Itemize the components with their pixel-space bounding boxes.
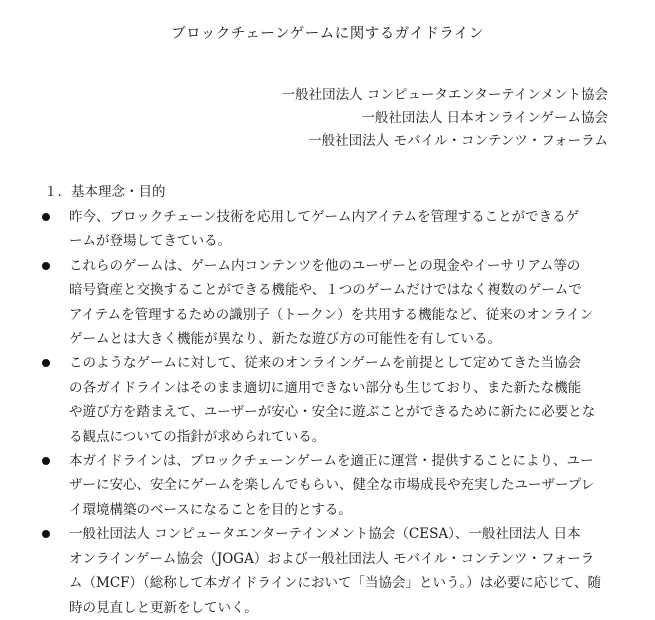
bullet-item xyxy=(40,254,615,352)
bullet-dot-icon xyxy=(42,213,50,221)
bullet-line: 昨今、ブロックチェーン技術を応用してゲーム内アイテムを管理することができるゲ xyxy=(69,209,580,225)
bullet-item xyxy=(40,351,615,449)
bullet-line: イ環境構築のベースになることを目的とする。 xyxy=(69,501,352,518)
bullet-line: 一般社団法人 コンピュータエンターテインメント協会（CESA）、一般社団法人 日本 xyxy=(69,526,581,543)
bullet-dot-icon xyxy=(42,262,50,270)
bullet-dot-icon xyxy=(42,359,50,367)
author-mcf: 一般社団法人 モバイル・コンテンツ・フォーラム xyxy=(308,133,608,149)
author-cesa: 一般社団法人 コンピュータエンターテインメント協会 xyxy=(281,87,608,103)
bullet-line: ム（MCF）（総称して本ガイドラインにおいて「当協会」という。）は必要に応じて、随 xyxy=(69,575,601,592)
bullet-line: 本ガイドラインは、ブロックチェーンゲームを適正に運営・提供することにより、ユー xyxy=(69,453,594,470)
bullet-line: 暗号資産と交換することができる機能や、１つのゲームだけではなく複数のゲームで xyxy=(69,282,582,299)
bullet-item xyxy=(40,205,615,254)
author-joga: 一般社団法人 日本オンラインゲーム協会 xyxy=(361,110,608,126)
bullet-dot-icon xyxy=(42,530,50,538)
bullet-line: の各ガイドラインはそのまま適切に適用できない部分も生じており、また新たな機能 xyxy=(69,379,582,396)
author-block xyxy=(282,84,608,153)
bullet-line: このようなゲームに対して、従来のオンラインゲームを前提として定めてきた当協会 xyxy=(69,355,582,372)
bullet-line: オンラインゲーム協会（JOGA）および一般社団法人 モバイル・コンテンツ・フォーラ xyxy=(69,550,595,567)
bullet-list xyxy=(40,205,615,620)
bullet-dot-icon xyxy=(42,457,50,465)
bullet-item xyxy=(40,449,615,522)
bullet-line: 時の見直しと更新をしていく。 xyxy=(69,599,258,616)
document-title: ブロックチェーンゲームに関するガイドライン xyxy=(171,26,484,42)
bullet-line: アイテムを管理するための識別子（トークン）を共用する機能など、従来のオンライン xyxy=(69,306,594,323)
bullet-line: る観点についての指針が求められている。 xyxy=(69,428,326,445)
bullet-line: や遊び方を踏まえて、ユーザーが安心・安全に遊ぶことができるために新たに必要とな xyxy=(69,404,596,421)
bullet-line: ゲームとは大きく機能が異なり、新たな遊び方の可能性を有している。 xyxy=(69,331,501,348)
bullet-item xyxy=(40,522,615,620)
bullet-line: ームが登場してきている。 xyxy=(69,233,231,250)
bullet-line: これらのゲームは、ゲーム内コンテンツを他のユーザーとの現金やイーサリアム等の xyxy=(69,257,581,274)
section-heading: １．基本理念・目的 xyxy=(44,184,166,200)
bullet-line: ザーに安心、安全にゲームを楽しんでもらい、健全な市場成長や充実したユーザープレ xyxy=(69,477,595,494)
